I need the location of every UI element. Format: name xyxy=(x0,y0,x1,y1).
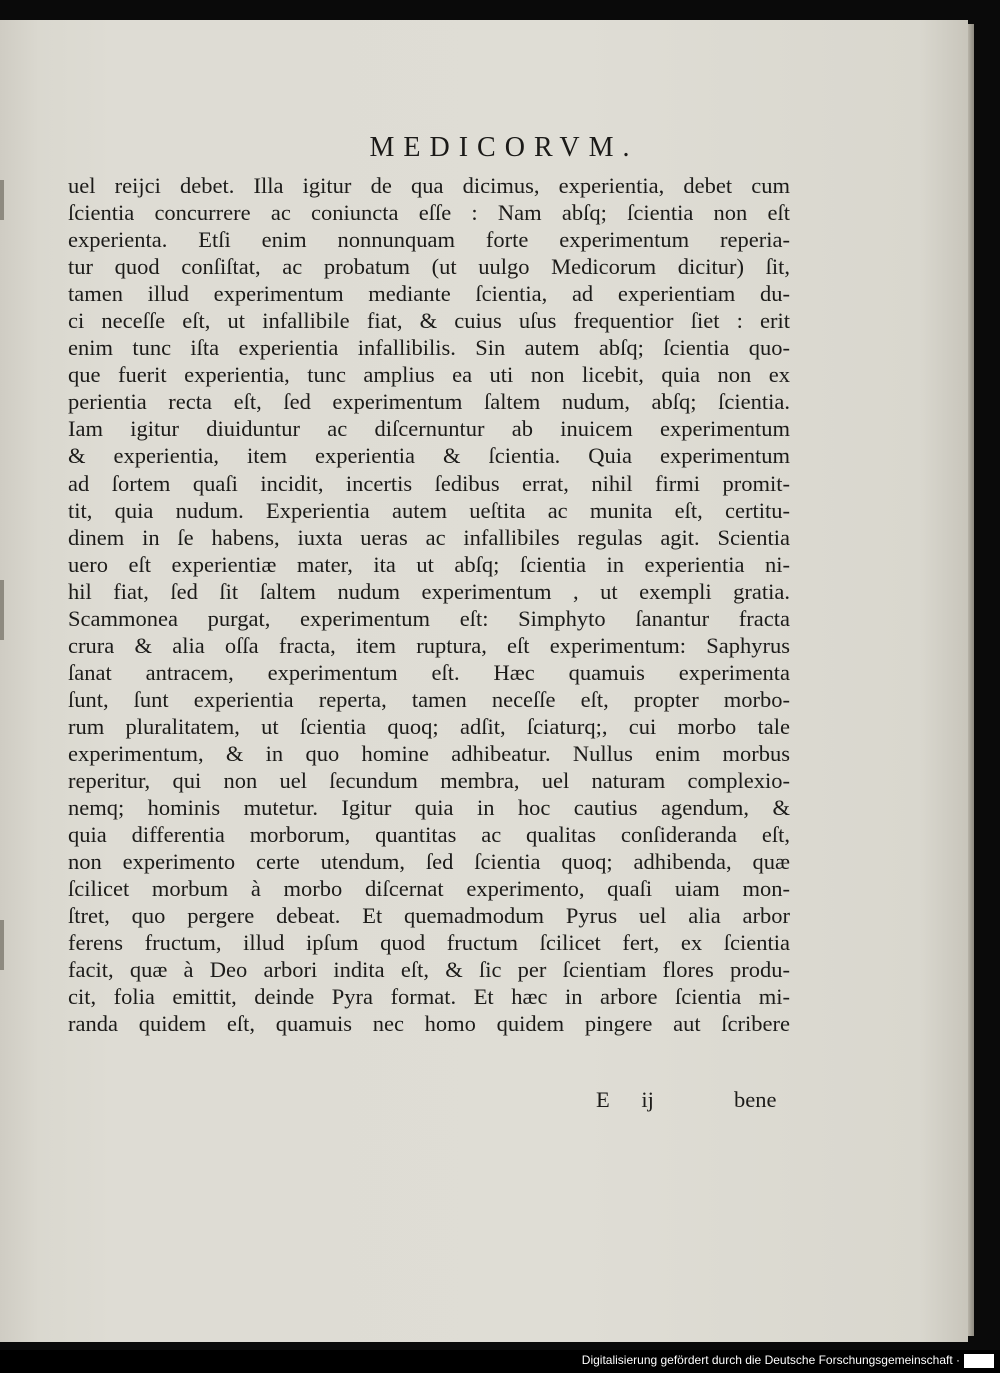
text-line: facit, quæ à Deo arbori indita eſt, & ſic per ſcientiam flores produ- xyxy=(68,957,790,983)
text-line: ad ſortem quaſi incidit, incertis ſedibus errat, nihil firmi promit- xyxy=(68,470,790,496)
text-line: ferens fructum, illud ipſum quod fructum ſcilicet fert, ex ſcientia xyxy=(68,930,790,956)
text-line: uel reijci debet. Illa igitur de qua dicimus, experientia, debet cum xyxy=(68,173,790,198)
gutter-mark xyxy=(0,580,4,640)
text-line: cit, folia emittit, deinde Pyra format. Et hæc in arbore ſcientia mi- xyxy=(68,984,790,1010)
catchword: bene xyxy=(734,1087,777,1112)
text-line: ci neceſſe eſt, ut infallibile fiat, & cuius uſus frequentior ſiet : erit xyxy=(68,308,790,334)
footer-credit: Digitalisierung gefördert durch die Deutsche Forschungsgemeinschaft · xyxy=(581,1353,960,1367)
text-line: tit, quia nudum. Experientia autem ueſtita ac munita eſt, certitu- xyxy=(68,497,790,523)
body-text xyxy=(68,172,790,1038)
text-line: enim tunc iſta experientia infallibilis. Sin autem abſq; ſcientia quo- xyxy=(68,335,790,361)
gutter-mark xyxy=(0,920,4,970)
text-line: que fuerit experientia, tunc amplius ea uti non licebit, quia non ex xyxy=(68,362,790,388)
text-line: Scammonea purgat, experimentum eſt: Simphyto ſanantur fracta xyxy=(68,605,790,631)
text-line: rum pluralitatem, ut ſcientia quoq; adſit, ſciaturq;, cui morbo tale xyxy=(68,713,790,739)
text-line: ſunt, ſunt experientia reperta, tamen neceſſe eſt, propter morbo- xyxy=(68,686,790,712)
text-line: ſtret, quo pergere debeat. Et quemadmodum Pyrus uel alia arbor xyxy=(68,903,790,929)
text-line: Iam igitur diuiduntur ac diſcernuntur ab inuicem experimentum xyxy=(68,416,790,442)
page-edge xyxy=(968,24,974,1336)
gutter-mark xyxy=(0,180,4,220)
signature-mark xyxy=(596,1087,654,1113)
text-line: ſcientia concurrere ac coniuncta eſſe : Nam abſq; ſcientia non eſt xyxy=(68,200,790,226)
text-line: experimentum, & in quo homine adhibeatur. Nullus enim morbus xyxy=(68,740,790,766)
text-line: uero eſt experientiæ mater, ita ut abſq; ſcientia in experientia ni- xyxy=(68,551,790,577)
text-line: randa quidem eſt, quamuis nec homo quidem pingere aut ſcribere xyxy=(68,1011,790,1037)
text-line: tamen illud experimentum mediante ſcientia, ad experientiam du- xyxy=(68,281,790,307)
text-line: hil fiat, ſed ſit ſaltem nudum experimentum , ut exempli gratia. xyxy=(68,578,790,604)
text-line: experienta. Etſi enim nonnunquam forte experimentum reperia- xyxy=(68,227,790,253)
running-head: MEDICORVM. xyxy=(369,132,639,163)
dfg-logo xyxy=(964,1354,994,1368)
text-line: quia differentia morborum, quantitas ac qualitas conſideranda eſt, xyxy=(68,822,790,848)
text-line: non experimento certe utendum, ſed ſcientia quoq; adhibenda, quæ xyxy=(68,849,790,875)
text-line: crura & alia oſſa fracta, item ruptura, eſt experimentum: Saphyrus xyxy=(68,632,790,658)
text-line: perientia recta eſt, ſed experimentum ſaltem nudum, abſq; ſcientia. xyxy=(68,389,790,415)
signature-letter: E xyxy=(596,1087,610,1112)
text-line: & experientia, item experientia & ſcientia. Quia experimentum xyxy=(68,443,790,469)
text-line: dinem in ſe habens, iuxta ueras ac infallibiles regulas agit. Scientia xyxy=(68,524,790,550)
text-line: tur quod conſiſtat, ac probatum (ut uulgo Medicorum dicitur) ſit, xyxy=(68,254,790,280)
text-line: ſcilicet morbum à morbo diſcernat experimento, quaſi uiam mon- xyxy=(68,876,790,902)
text-line: nemq; hominis mutetur. Igitur quia in hoc cautius agendum, & xyxy=(68,795,790,821)
text-line: reperitur, qui non uel ſecundum membra, uel naturam complexio- xyxy=(68,768,790,794)
text-line: ſanat antracem, experimentum eſt. Hæc quamuis experimenta xyxy=(68,659,790,685)
signature-number: ij xyxy=(641,1087,654,1112)
